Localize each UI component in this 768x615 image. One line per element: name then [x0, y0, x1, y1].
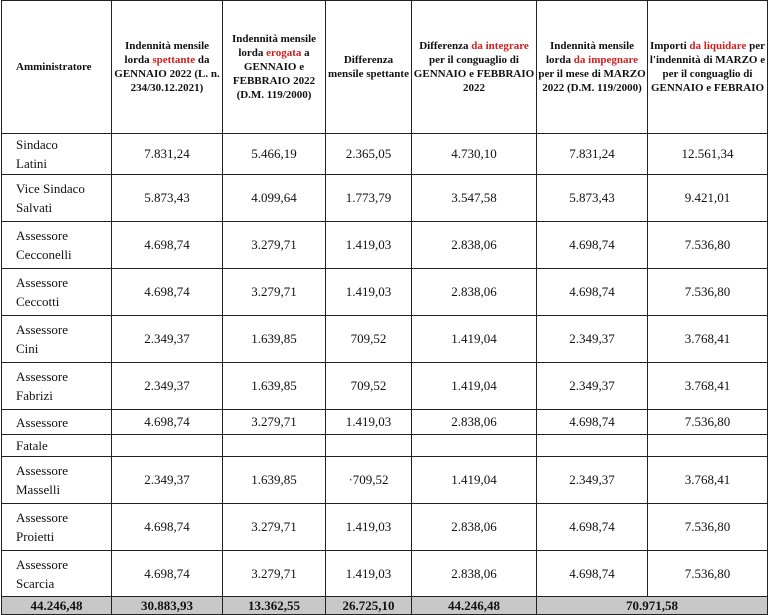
value-cell: 1.639,85: [223, 316, 326, 363]
table-body: [2, 134, 768, 597]
value-cell: 7.536,80: [648, 222, 768, 269]
value-cell: 4.698,74: [537, 222, 648, 269]
amministratore-surname: Cini: [16, 341, 39, 356]
amministratore-cell: [2, 435, 112, 457]
value-cell: 5.873,43: [537, 175, 648, 222]
amministratore-cell: [2, 316, 112, 363]
amministratore-surname: Cecconelli: [16, 247, 72, 262]
value-cell: 2.365,05: [326, 134, 412, 175]
amministratore-cell: [2, 269, 112, 316]
table-row: [2, 222, 768, 269]
header-indennita-erogata: Indennità mensile lorda erogata a GENNAIO e FEBBRAIO 2022 (D.M. 119/2000): [223, 1, 326, 134]
total-cell: 26.725,10: [326, 597, 412, 615]
value-cell: 7.536,80: [648, 410, 768, 435]
value-cell: [223, 435, 326, 457]
value-cell: 2.838,06: [412, 222, 537, 269]
value-cell: 9.421,01: [648, 175, 768, 222]
header-indennita-da-impegnare: Indennità mensile lorda da impegnare per il mese di MARZO 2022 (D.M. 119/2000): [537, 1, 648, 134]
value-cell: 2.349,37: [537, 457, 648, 504]
amministratore-cell: [2, 363, 112, 410]
value-cell: 1.419,03: [326, 551, 412, 597]
total-cell: 44.246,48: [412, 597, 537, 615]
value-cell: 1.419,03: [326, 410, 412, 435]
value-cell: 4.698,74: [112, 504, 223, 551]
totals-row: [2, 597, 768, 615]
amministratore-cell: [2, 134, 112, 175]
header-importi-da-liquidare: Importi da liquidare per l'indennità di MARZO e per il conguaglio di GENNAIO e FEBRAIO: [648, 1, 768, 134]
value-cell: 3.768,41: [648, 457, 768, 504]
amministratore-role: Assessore: [16, 414, 68, 430]
value-cell: 3.279,71: [223, 504, 326, 551]
header-row: [2, 1, 768, 134]
value-cell: 1.639,85: [223, 457, 326, 504]
value-cell: 4.730,10: [412, 134, 537, 175]
value-cell: 7.536,80: [648, 551, 768, 597]
value-cell: 3.279,71: [223, 551, 326, 597]
value-cell: [326, 435, 412, 457]
table-row: [2, 504, 768, 551]
total-cell: 13.362,55: [223, 597, 326, 615]
value-cell: 2.838,06: [412, 551, 537, 597]
amministratore-role: Assessore: [16, 369, 68, 384]
amministratore-role: Assessore: [16, 228, 68, 243]
table-row: [2, 435, 768, 457]
value-cell: [537, 435, 648, 457]
value-cell: 1.419,03: [326, 504, 412, 551]
value-cell: 3.547,58: [412, 175, 537, 222]
amministratore-surname: Fabrizi: [16, 388, 53, 403]
value-cell: 2.838,06: [412, 269, 537, 316]
table-row: [2, 457, 768, 504]
amministratore-surname: Proietti: [16, 529, 55, 544]
value-cell: 3.768,41: [648, 316, 768, 363]
value-cell: 2.349,37: [112, 316, 223, 363]
table-row: [2, 316, 768, 363]
value-cell: 1.419,04: [412, 316, 537, 363]
amministratore-cell: [2, 504, 112, 551]
table-row: [2, 410, 768, 435]
value-cell: 4.698,74: [112, 269, 223, 316]
amministratore-role: Assessore: [16, 463, 68, 478]
value-cell: 7.831,24: [112, 134, 223, 175]
amministratore-surname: Scarcia: [16, 575, 55, 591]
value-cell: ·709,52: [326, 457, 412, 504]
value-cell: 2.349,37: [537, 363, 648, 410]
amministratore-surname: Ceccotti: [16, 294, 60, 309]
value-cell: [648, 435, 768, 457]
value-cell: 7.536,80: [648, 504, 768, 551]
value-cell: [412, 435, 537, 457]
amministratore-cell: [2, 175, 112, 222]
value-cell: 2.349,37: [112, 363, 223, 410]
value-cell: 4.099,64: [223, 175, 326, 222]
value-cell: 1.773,79: [326, 175, 412, 222]
value-cell: 1.419,04: [412, 457, 537, 504]
value-cell: 4.698,74: [112, 551, 223, 597]
table-row: [2, 175, 768, 222]
amministratore-cell: [2, 551, 112, 597]
value-cell: 5.466,19: [223, 134, 326, 175]
table-row: [2, 134, 768, 175]
amministratore-role: Sindaco: [16, 137, 58, 152]
value-cell: 3.768,41: [648, 363, 768, 410]
value-cell: 2.838,06: [412, 504, 537, 551]
header-amministratore: Amministratore: [2, 1, 112, 134]
value-cell: 4.698,74: [112, 222, 223, 269]
total-cell: 70.971,58: [537, 597, 768, 615]
value-cell: 4.698,74: [537, 269, 648, 316]
value-cell: 3.279,71: [223, 269, 326, 316]
value-cell: 2.838,06: [412, 410, 537, 435]
value-cell: 1.639,85: [223, 363, 326, 410]
amministratore-surname: Latini: [16, 156, 48, 171]
total-cell: 44.246,48: [2, 597, 112, 615]
amministratore-role: Assessore: [16, 275, 68, 290]
amministratore-surname: Masselli: [16, 482, 61, 497]
amministratore-cell: [2, 222, 112, 269]
amministratore-role: Fatale: [16, 438, 48, 453]
amministratore-surname: Salvati: [16, 200, 53, 215]
amministratore-role: Assessore: [16, 322, 68, 337]
value-cell: 4.698,74: [537, 504, 648, 551]
value-cell: 5.873,43: [112, 175, 223, 222]
value-cell: 7.536,80: [648, 269, 768, 316]
value-cell: 2.349,37: [537, 316, 648, 363]
amministratore-cell: [2, 457, 112, 504]
value-cell: 709,52: [326, 363, 412, 410]
value-cell: 2.349,37: [112, 457, 223, 504]
amministratore-role: Vice Sindaco: [16, 181, 85, 196]
total-cell: 30.883,93: [112, 597, 223, 615]
value-cell: 4.698,74: [112, 410, 223, 435]
value-cell: 1.419,04: [412, 363, 537, 410]
value-cell: 1.419,03: [326, 222, 412, 269]
header-differenza-mensile: Differenza mensile spettante: [326, 1, 412, 134]
amministratore-cell: [2, 410, 112, 435]
header-differenza-da-integrare: Differenza da integrare per il conguaglio di GENNAIO e FEBBRAIO 2022: [412, 1, 537, 134]
value-cell: 12.561,34: [648, 134, 768, 175]
table-row: [2, 269, 768, 316]
header-indennita-spettante: Indennità mensile lorda spettante da GENNAIO 2022 (L. n. 234/30.12.2021): [112, 1, 223, 134]
value-cell: 3.279,71: [223, 222, 326, 269]
amministratore-role: Assessore: [16, 510, 68, 525]
value-cell: 4.698,74: [537, 551, 648, 597]
value-cell: 1.419,03: [326, 269, 412, 316]
table-row: [2, 551, 768, 597]
value-cell: 4.698,74: [537, 410, 648, 435]
value-cell: 3.279,71: [223, 410, 326, 435]
value-cell: [112, 435, 223, 457]
value-cell: 709,52: [326, 316, 412, 363]
indennita-table: [1, 0, 768, 615]
amministratore-role: Assessore: [16, 556, 68, 572]
value-cell: 7.831,24: [537, 134, 648, 175]
table-row: [2, 363, 768, 410]
